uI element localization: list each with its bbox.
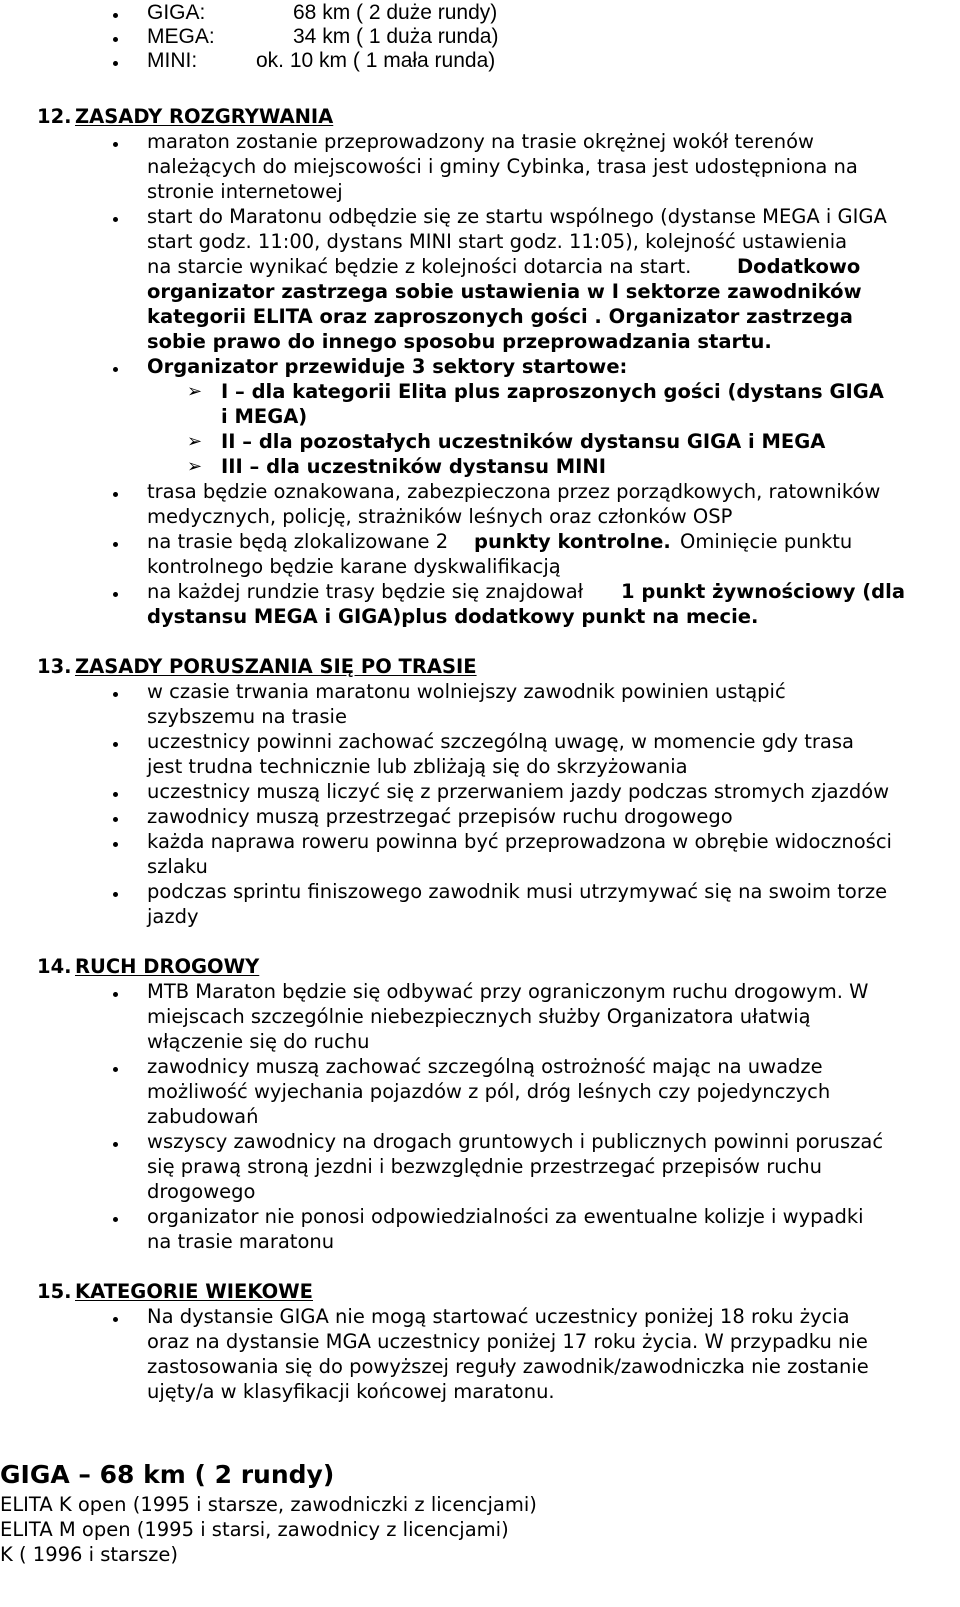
section-title: ZASADY PORUSZANIA SIĘ PO TRASIE <box>75 655 477 678</box>
text-line: każda naprawa roweru powinna być przeprowadzona w obrębie widoczności <box>147 830 892 853</box>
section-title: RUCH DROGOWY <box>75 955 260 978</box>
text-line: sobie prawo do innego sposobu przeprowadzania startu. <box>147 330 772 353</box>
text-line: organizator nie ponosi odpowiedzialności za ewentualne kolizje i wypadki <box>147 1205 864 1228</box>
bullet <box>113 817 118 822</box>
text-line: II – dla pozostałych uczestników dystansu GIGA i MEGA <box>221 430 826 453</box>
bullet <box>113 367 118 372</box>
bullet <box>113 1217 118 1222</box>
bullet <box>113 492 118 497</box>
arrow-bullet-icon: ➢ <box>187 456 203 477</box>
arrow-bullet-icon: ➢ <box>187 431 203 452</box>
bullet <box>113 1067 118 1072</box>
bullet <box>113 61 118 66</box>
text-line: oraz na dystansie MGA uczestnicy poniżej 17 roku życia. W przypadku nie <box>147 1330 868 1353</box>
text-line: uczestnicy powinni zachować szczególną uwagę, w momencie gdy trasa <box>147 730 854 753</box>
text-line: I – dla kategorii Elita plus zaproszonych gości (dystans GIGA <box>221 380 884 403</box>
distance-label: GIGA: <box>147 1 206 24</box>
text-line: możliwość wyjechania pojazdów z pól, dróg leśnych czy pojedynczych <box>147 1080 831 1103</box>
section-number: 12. <box>37 105 72 128</box>
section-number: 13. <box>37 655 72 678</box>
text-line: szybszemu na trasie <box>147 705 347 728</box>
bullet <box>113 542 118 547</box>
distance-value: 68 km ( 2 duże rundy) <box>293 1 498 24</box>
text-line: się prawą stroną jezdni i bezwzględnie przestrzegać przepisów ruchu <box>147 1155 823 1178</box>
text-line: włączenie się do ruchu <box>147 1030 370 1053</box>
text-line: punkty kontrolne. <box>474 530 671 553</box>
category-line: K ( 1996 i starsze) <box>0 1543 179 1566</box>
text-line: Ominięcie punktu <box>680 530 853 553</box>
section-title: KATEGORIE WIEKOWE <box>75 1280 313 1303</box>
text-line: kontrolnego będzie karane dyskwalifikacją <box>147 555 561 578</box>
text-line: w czasie trwania maratonu wolniejszy zawodnik powinien ustąpić <box>147 680 786 703</box>
text-line: III – dla uczestników dystansu MINI <box>221 455 606 478</box>
section-title: ZASADY ROZGRYWANIA <box>75 105 334 128</box>
text-line: uczestnicy muszą liczyć się z przerwaniem jazdy podczas stromych zjazdów <box>147 780 890 803</box>
distance-label: MINI: <box>147 49 198 72</box>
text-line: podczas sprintu finiszowego zawodnik musi utrzymywać się na swoim torze <box>147 880 888 903</box>
giga-heading: GIGA – 68 km ( 2 rundy) <box>0 1460 335 1489</box>
text-line: start do Maratonu odbędzie się ze startu wspólnego (dystanse MEGA i GIGA <box>147 205 887 228</box>
bullet <box>113 692 118 697</box>
text-line: kategorii ELITA oraz zaproszonych gości . Organizator zastrzega <box>147 305 853 328</box>
text-line: maraton zostanie przeprowadzony na trasie okrężnej wokół terenów <box>147 130 814 153</box>
bullet <box>113 742 118 747</box>
text-line: miejscach szczególnie niebezpiecznych służby Organizatora ułatwią <box>147 1005 811 1028</box>
text-line: i MEGA) <box>221 405 308 428</box>
bullet <box>113 1142 118 1147</box>
text-line: drogowego <box>147 1180 256 1203</box>
text-line: MTB Maraton będzie się odbywać przy ograniczonym ruchu drogowym. W <box>147 980 869 1003</box>
bullet <box>113 217 118 222</box>
text-line: Na dystansie GIGA nie mogą startować uczestnicy poniżej 18 roku życia <box>147 1305 850 1328</box>
text-line: zastosowania się do powyższej reguły zawodnik/zawodniczka nie zostanie <box>147 1355 869 1378</box>
distance-value: ok. 10 km ( 1 mała runda) <box>256 49 496 72</box>
text-line: medycznych, policję, strażników leśnych oraz członków OSP <box>147 505 733 528</box>
text-line: jest trudna technicznie lub zbliżają się do skrzyżowania <box>147 755 688 778</box>
bullet <box>113 892 118 897</box>
text-line: Dodatkowo <box>737 255 861 278</box>
bullet <box>113 142 118 147</box>
text-line: szlaku <box>147 855 208 878</box>
text-line: zabudowań <box>147 1105 259 1128</box>
bullet <box>113 792 118 797</box>
bullet <box>113 842 118 847</box>
bullet <box>113 13 118 18</box>
text-line: start godz. 11:00, dystans MINI start godz. 11:05), kolejność ustawienia <box>147 230 848 253</box>
text-line: Organizator przewiduje 3 sektory startowe: <box>147 355 628 378</box>
bullet <box>113 592 118 597</box>
text-line: stronie internetowej <box>147 180 343 203</box>
category-line: ELITA M open (1995 i starsi, zawodnicy z licencjami) <box>0 1518 509 1541</box>
arrow-bullet-icon: ➢ <box>187 381 203 402</box>
bullet <box>113 37 118 42</box>
distance-value: 34 km ( 1 duża runda) <box>293 25 499 48</box>
text-line: ujęty/a w klasyfikacji końcowej maratonu. <box>147 1380 555 1403</box>
text-line: trasa będzie oznakowana, zabezpieczona przez porządkowych, ratowników <box>147 480 881 503</box>
text-line: na trasie maratonu <box>147 1230 335 1253</box>
distance-label: MEGA: <box>147 25 215 48</box>
text-line: należących do miejscowości i gminy Cybinka, trasa jest udostępniona na <box>147 155 858 178</box>
text-line: zawodnicy muszą zachować szczególną ostrożność mając na uwadze <box>147 1055 823 1078</box>
text-line: 1 punkt żywnościowy (dla <box>621 580 905 603</box>
text-line: na starcie wynikać będzie z kolejności dotarcia na start. <box>147 255 692 278</box>
bullet <box>113 1317 118 1322</box>
section-number: 15. <box>37 1280 72 1303</box>
category-line: ELITA K open (1995 i starsze, zawodniczki z licencjami) <box>0 1493 537 1516</box>
text-line: na trasie będą zlokalizowane 2 <box>147 530 449 553</box>
section-number: 14. <box>37 955 72 978</box>
bullet <box>113 992 118 997</box>
text-line: dystansu MEGA i GIGA)plus dodatkowy punkt na mecie. <box>147 605 759 628</box>
text-line: na każdej rundzie trasy będzie się znajdował <box>147 580 584 603</box>
text-line: jazdy <box>147 905 199 928</box>
text-line: wszyscy zawodnicy na drogach gruntowych i publicznych powinni poruszać <box>147 1130 884 1153</box>
text-line: organizator zastrzega sobie ustawienia w I sektorze zawodników <box>147 280 862 303</box>
text-line: zawodnicy muszą przestrzegać przepisów ruchu drogowego <box>147 805 733 828</box>
